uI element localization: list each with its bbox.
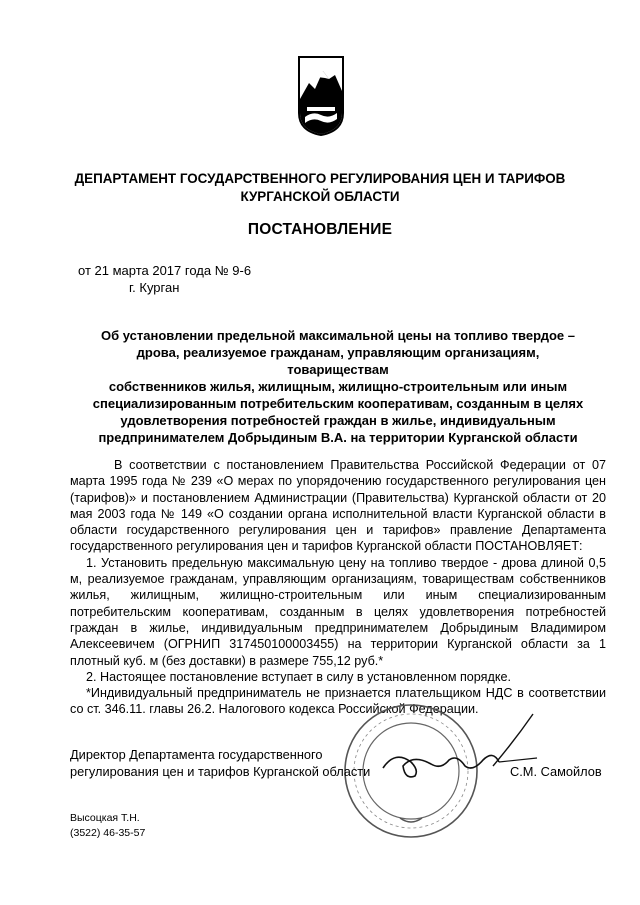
subject-line: предпринимателем Добрыдиным В.А. на территории Курганской области	[98, 430, 578, 445]
signatory-position-line-2: регулирования цен и тарифов Курганской области	[70, 764, 371, 779]
signatory-position-line-1: Директор Департамента государственного	[70, 747, 323, 762]
item-1-paragraph: 1. Установить предельную максимальную цену на топливо твердое - дрова длиной 0,5 м, реализуемое гражданам, управляющим организациям, товариществам собственников жилья, жилищным, жилищно-строительным или иным специализированным потребительским кооперативам, созданным в целях удовлетворения потребностей граждан в жилье, индивидуальным предпринимателем Добрыдиным Владимиром Алексеевичем (ОГРНИП 317450100003455) на территории Курганской области за 1 плотный куб. м (без доставки) в размере 755,12 руб.*	[70, 555, 606, 668]
department-line-2: КУРГАНСКОЙ ОБЛАСТИ	[240, 189, 400, 204]
subject-line: удовлетворения потребностей граждан в жилье, индивидуальным	[120, 413, 556, 428]
preamble-paragraph: В соответствии с постановлением Правительства Российской Федерации от 07 марта 1995 года № 239 «О мерах по упорядочению государственного регулирования цен (тарифов)» и постановлением Администрации (Правительства) Курганской области от 20 мая 2003 года № 149 «О создании органа исполнительной власти Курганской области в области государственного регулирования цен и тарифов» правление Департамента государственного регулирования цен и тарифов Курганской области ПОСТАНОВЛЯЕТ:	[70, 458, 606, 554]
document-type: ПОСТАНОВЛЕНИЕ	[247, 221, 393, 238]
document-subject	[88, 327, 588, 446]
subject-line: собственников жилья, жилищным, жилищно-строительным или иным	[108, 379, 568, 394]
document-city: г. Курган	[129, 280, 180, 295]
signatory-name: С.М. Самойлов	[510, 764, 602, 779]
document-body	[70, 457, 606, 718]
subject-line: дрова, реализуемое гражданам, управляющим организациям, товариществам	[136, 345, 540, 377]
executor-phone: (3522) 46-35-57	[70, 827, 146, 839]
department-name	[60, 170, 580, 206]
coat-of-arms-icon	[297, 55, 345, 137]
subject-line: Об установлении предельной максимальной цены на топливо твердое –	[101, 328, 575, 343]
item-2-paragraph: 2. Настоящее постановление вступает в силу в установленном порядке.	[86, 669, 511, 684]
executor-name: Высоцкая Т.Н.	[70, 812, 140, 824]
executor-info	[70, 811, 145, 841]
subject-line: специализированным потребительским кооперативам, созданным в целях	[92, 396, 584, 411]
signatory-position	[70, 746, 370, 780]
department-line-1: ДЕПАРТАМЕНТ ГОСУДАРСТВЕННОГО РЕГУЛИРОВАНИЯ ЦЕН И ТАРИФОВ	[74, 171, 566, 186]
document-date-number: от 21 марта 2017 года № 9-6	[78, 263, 252, 278]
footnote-paragraph: *Индивидуальный предприниматель не признается плательщиком НДС в соответствии со ст. 346.11. главы 26.2. Налогового кодекса Российской Федерации.	[70, 686, 606, 717]
